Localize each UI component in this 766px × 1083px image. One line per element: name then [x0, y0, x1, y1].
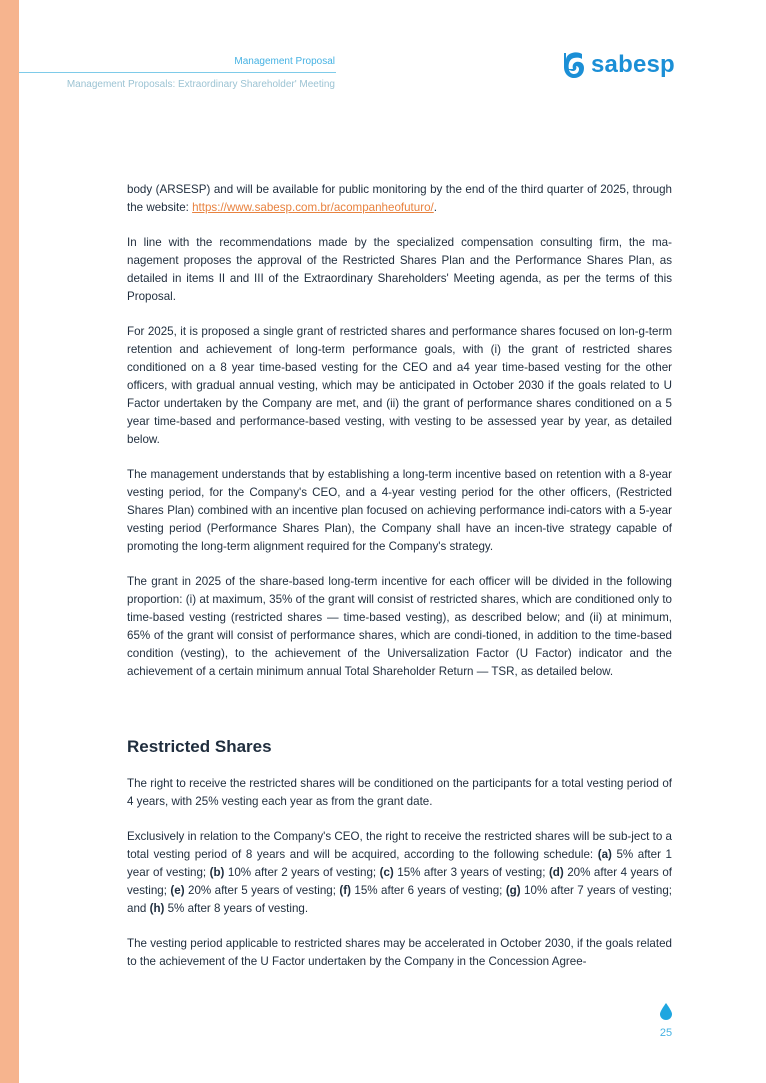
header-title: Management Proposal: [234, 56, 335, 67]
paragraph-text: body (ARSESP) and will be available for public monitoring by the end of the third quarter of 2025, through the website:: [127, 183, 672, 214]
website-link[interactable]: https://www.sabesp.com.br/acompanheofuturo/: [192, 201, 434, 214]
body-text: [127, 181, 672, 698]
section-heading-restricted-shares: Restricted Shares: [127, 737, 272, 756]
schedule-label: (h): [149, 902, 165, 915]
sabesp-logo: [560, 50, 675, 80]
paragraph-text: Exclusively in relation to the Company's CEO, the right to receive the restricted shares will be sub-ject to a total vesting period of 8 years and will be acquired, according to the following schedule:: [127, 830, 672, 861]
paragraph-website: [127, 181, 672, 217]
schedule-text: 10% after 2 years of vesting;: [224, 866, 380, 879]
paragraph-vesting-period: The right to receive the restricted shares will be conditioned on the participants for a total vesting period of 4 years, with 25% vesting each year as from the grant date.: [127, 777, 672, 808]
paragraph-recommendations: In line with the recommendations made by the specialized compensation consulting firm, the ma-nagement proposes the approval of the Restricted Shares Plan and the Performance Shares Plan, as detailed in items II and III of the Extraordinary Shareholders' Meeting agenda, as per the terms of this Proposal.: [127, 236, 672, 303]
paragraph-acceleration: The vesting period applicable to restricted shares may be accelerated in October 2030, if the goals related to the achievement of the U Factor undertaken by the Company in the Concession Agree-: [127, 937, 672, 968]
paragraph-text: .: [433, 201, 437, 214]
paragraph-2025-grant: For 2025, it is proposed a single grant of restricted shares and performance shares focused on lon-g-term retention and achievement of long-term performance goals, with (i) the grant of restricted shares conditioned on a 8 year time-based vesting for the CEO and a4 year time-based vesting for the other officers, with gradual annual vesting, which may be anticipated in October 2030 if the goals related to U Factor undertaken by the Company are met, and (ii) the grant of performance shares conditioned on a 5 year time-based and performance-based vesting, with vesting to be assessed year by year, as detailed below.: [127, 325, 672, 446]
schedule-text: 5% after 8 years of vesting.: [164, 902, 309, 915]
water-drop-icon: [660, 1003, 672, 1020]
side-accent-bar: [0, 0, 19, 1083]
schedule-label: (g): [505, 884, 521, 897]
schedule-label: (d): [548, 866, 564, 879]
schedule-text: 15% after 6 years of vesting;: [350, 884, 506, 897]
paragraph-grant-proportion: The grant in 2025 of the share-based long-term incentive for each officer will be divided in the following proportion: (i) at maximum, 35% of the grant will consist of restricted shares, which are conditioned only to time-based vesting (restricted shares — time-based vesting), as described below; and (ii) at minimum, 65% of the grant will consist of performance shares, which are condi-tioned, in addition to the time-based condition (vesting), to the achievement of the Universalization Factor (U Factor) indicator and the achievement of a certain minimum annual Total Shareholder Return — TSR, as detailed below.: [127, 575, 672, 678]
schedule-label: (f): [339, 884, 351, 897]
sabesp-logo-icon: [560, 50, 586, 80]
paragraph-management-understanding: The management understands that by establishing a long-term incentive based on retention with a 8-year vesting period, for the Company's CEO, and a 4-year vesting period for the other officers, (Restricted Shares Plan) combined with an incentive plan focused on achieving performance indi-cators with a 5-year vesting period (Performance Shares Plan), the Company shall have an incen-tive strategy capable of promoting the long-term alignment required for the Company's strategy.: [127, 468, 672, 553]
schedule-text: 10% after 7 years of vesting; and: [127, 884, 673, 915]
header-subtitle: Management Proposals: Extraordinary Shareholder' Meeting: [66, 79, 335, 90]
schedule-label: (b): [209, 866, 225, 879]
restricted-shares-text: [127, 775, 672, 988]
schedule-text: 15% after 3 years of vesting;: [393, 866, 549, 879]
schedule-label: (e): [170, 884, 185, 897]
schedule-text: 20% after 5 years of vesting;: [184, 884, 340, 897]
schedule-label: (a): [597, 848, 612, 861]
logo-wordmark: sabesp: [591, 51, 675, 78]
schedule-label: (c): [379, 866, 394, 879]
paragraph-ceo-schedule: [127, 828, 672, 918]
schedule-text: 5% after 1 year of vesting;: [127, 848, 672, 879]
page-number: 25: [659, 1027, 673, 1039]
schedule-text: 20% after 4 years of vesting;: [127, 866, 673, 897]
header-divider: [19, 72, 336, 73]
